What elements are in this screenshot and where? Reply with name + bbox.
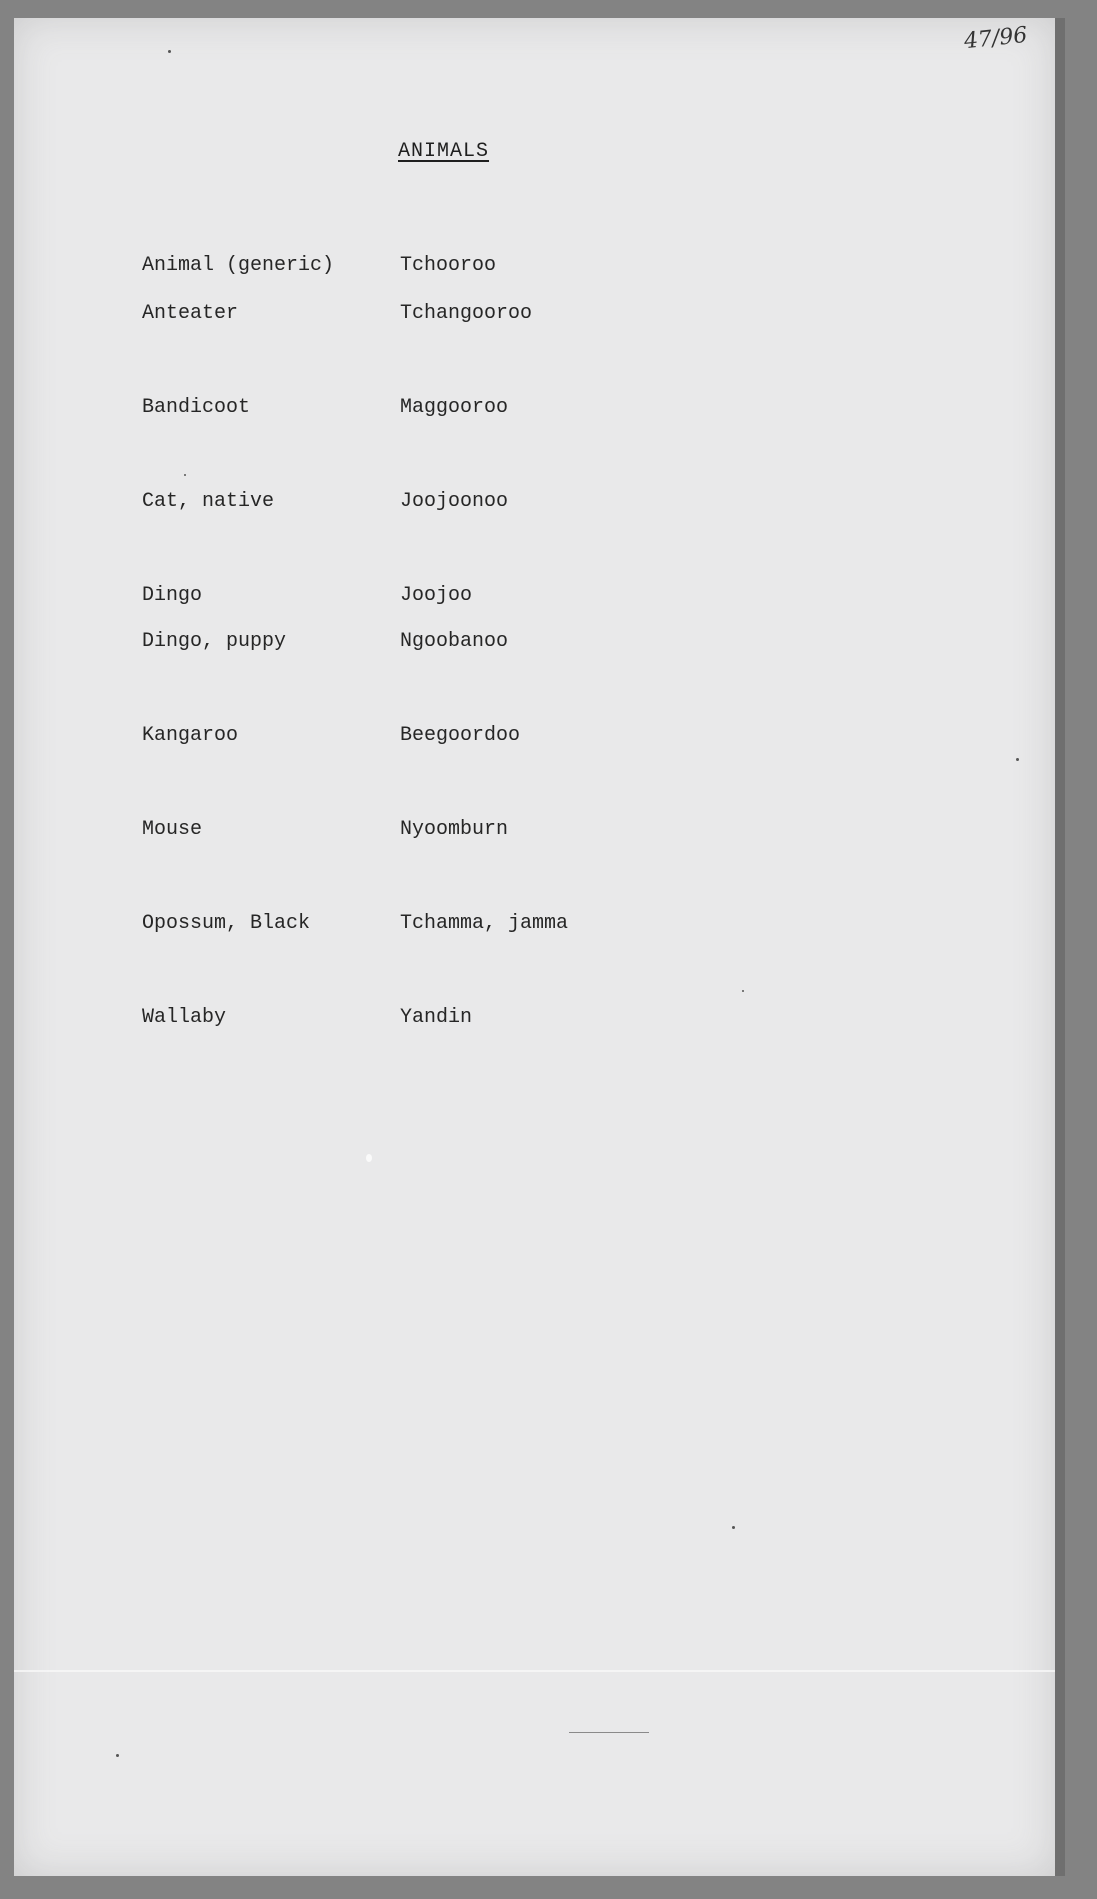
english-term: Mouse — [142, 818, 203, 841]
list-item — [14, 396, 1055, 426]
list-item — [14, 912, 1055, 942]
paper-speck — [116, 1754, 119, 1757]
english-term: Cat, native — [142, 490, 275, 513]
native-word: Tchamma, jamma — [400, 912, 569, 935]
list-item — [14, 584, 1055, 614]
native-word: Tchooroo — [400, 254, 497, 277]
english-term: Dingo, puppy — [142, 630, 287, 653]
native-word: Yandin — [400, 1006, 473, 1029]
native-word: Tchangooroo — [400, 302, 533, 325]
list-item — [14, 818, 1055, 848]
english-term: Anteater — [142, 302, 239, 325]
scan-crease-line — [14, 1670, 1055, 1672]
paper-speck — [742, 990, 744, 992]
folio-number: 47/96 — [962, 22, 1029, 55]
scan-edge — [1055, 18, 1065, 1876]
english-term: Bandicoot — [142, 396, 251, 419]
native-word: Ngoobanoo — [400, 630, 509, 653]
english-term: Dingo — [142, 584, 203, 607]
english-term: Wallaby — [142, 1006, 227, 1029]
paper-speck — [366, 1154, 372, 1162]
paper-speck — [168, 50, 171, 53]
list-item — [14, 254, 1055, 284]
paper-speck — [732, 1526, 735, 1529]
list-item — [14, 724, 1055, 754]
typed-page — [14, 18, 1055, 1876]
english-term: Animal (generic) — [142, 254, 335, 277]
english-term: Opossum, Black — [142, 912, 311, 935]
native-word: Joojoo — [400, 584, 473, 607]
page-title: ANIMALS — [398, 140, 490, 163]
english-term: Kangaroo — [142, 724, 239, 747]
paper-speck — [184, 474, 186, 476]
list-item — [14, 1006, 1055, 1036]
native-word: Nyoomburn — [400, 818, 509, 841]
native-word: Beegoordoo — [400, 724, 521, 747]
native-word: Maggooroo — [400, 396, 509, 419]
pencil-mark — [569, 1732, 649, 1733]
native-word: Joojoonoo — [400, 490, 509, 513]
paper-speck — [1016, 758, 1019, 761]
list-item — [14, 302, 1055, 332]
list-item — [14, 490, 1055, 520]
word-list — [14, 18, 1055, 1876]
list-item — [14, 630, 1055, 660]
